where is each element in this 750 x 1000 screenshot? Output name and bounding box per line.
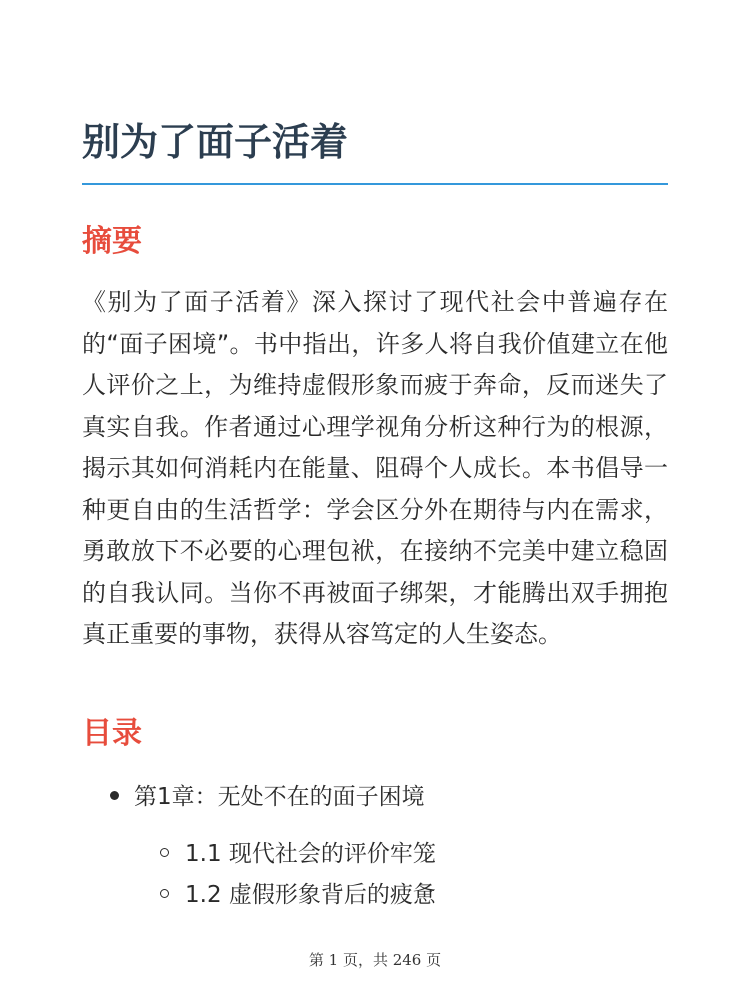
bullet-circle-icon bbox=[160, 889, 169, 898]
toc-section-1-1-label: 1.1 现代社会的评价牢笼 bbox=[185, 841, 436, 867]
page-number-footer: 第 1 页，共 246 页 bbox=[308, 951, 442, 969]
toc-section-1-1[interactable] bbox=[160, 838, 436, 870]
toc-section-1-2-label: 1.2 虚假形象背后的疲惫 bbox=[185, 882, 436, 908]
toc-chapter-1-label: 第1章：无处不在的面子困境 bbox=[134, 784, 425, 810]
bullet-disc-icon bbox=[110, 791, 119, 800]
bullet-circle-icon bbox=[160, 848, 169, 857]
title-divider bbox=[82, 183, 668, 185]
toc-heading: 目录 bbox=[82, 716, 142, 751]
toc-chapter-1[interactable] bbox=[110, 781, 425, 813]
abstract-text: 《别为了面子活着》深入探讨了现代社会中普遍存在的“面子困境”。书中指出，许多人将自我价值建立在他人评价之上，为维持虚假形象而疲于奔命，反而迷失了真实自我。作者通过心理学视角分析这种行为的根源，揭示其如何消耗内在能量、阻碍个人成长。本书倡导一种更自由的生活哲学：学会区分外在期待与内在需求，勇敢放下不必要的心理包袱，在接纳不完美中建立稳固的自我认同。当你不再被面子绑架，才能腾出双手拥抱真正重要的事物，获得从容笃定的人生姿态。 bbox=[82, 288, 668, 648]
toc-section-1-2[interactable] bbox=[160, 879, 436, 911]
abstract-heading: 摘要 bbox=[82, 224, 142, 259]
book-title: 别为了面子活着 bbox=[82, 120, 349, 164]
